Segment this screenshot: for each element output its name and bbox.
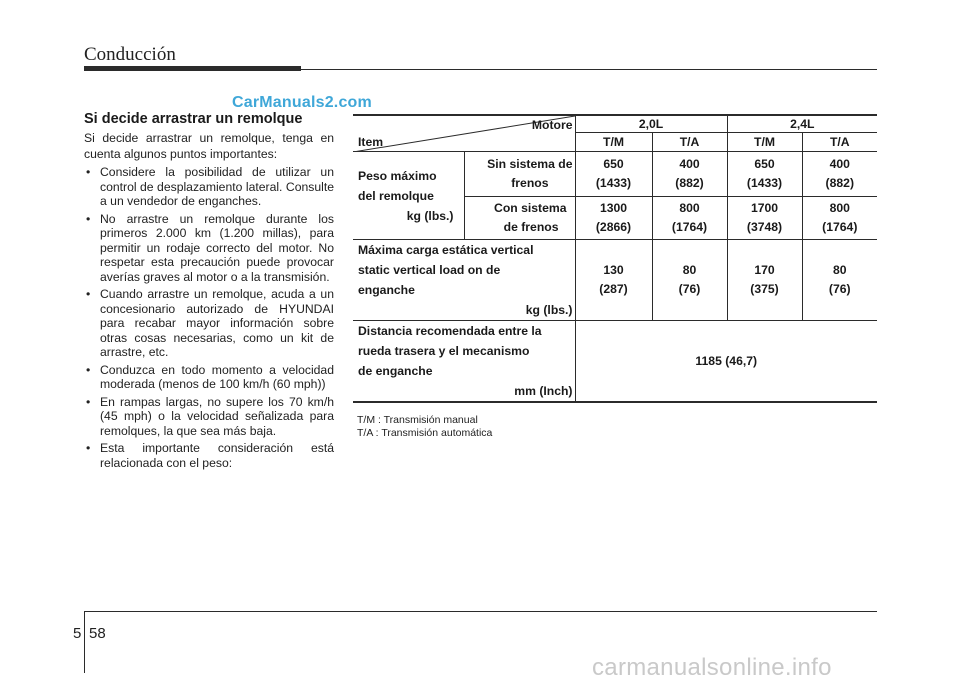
engine-header-2-0: 2,0L: [575, 115, 727, 133]
bullet-item: [84, 441, 334, 470]
value-cell: [727, 152, 802, 197]
value-cell: [727, 240, 802, 321]
header-rule: [301, 69, 877, 70]
con-frenos-line: Con sistema: [494, 201, 567, 215]
bullet-text: En rampas largas, no supere los 70 km/h (45 mph) o la velocidad señalizada para remolques, la que sea más baja.: [100, 394, 334, 438]
distancia-unit: mm (Inch): [514, 384, 573, 398]
value-lbs: (375): [750, 282, 779, 296]
value-lbs: (882): [675, 176, 704, 190]
value-lbs: (1764): [822, 220, 858, 234]
value-lbs: (1433): [595, 176, 632, 190]
towing-spec-table: [353, 114, 877, 403]
motore-label: Motore: [531, 118, 573, 132]
watermark-bottom: carmanualsonline.info: [592, 654, 832, 681]
con-frenos-label: [464, 197, 575, 240]
sin-frenos-label: [464, 152, 575, 197]
value-kg: 170: [754, 263, 775, 277]
value-kg: 1700: [750, 201, 779, 215]
value-kg: 1300: [599, 201, 628, 215]
bullet-text: Esta importante consideración está relacionada con el peso:: [100, 441, 334, 470]
footnotes: [357, 414, 492, 439]
bullet-item: [84, 363, 334, 392]
trans-header: T/M: [575, 133, 652, 152]
peso-label-line: Peso máximo: [358, 168, 437, 183]
value-kg: 800: [829, 201, 850, 215]
value-cell: [727, 197, 802, 240]
header-diagonal-cell: [353, 115, 575, 152]
footer-rule: [84, 611, 877, 612]
value-lbs: (1433): [746, 176, 783, 190]
value-cell: [802, 152, 877, 197]
value-kg: 800: [679, 201, 700, 215]
bullet-text: Considere la posibilidad de utilizar un control de desplazamiento lateral. Consulte a un vendedor de enganches.: [100, 165, 334, 208]
bullet-list: [84, 165, 334, 473]
footer-vertical-rule: [84, 611, 85, 673]
peso-unit: kg (lbs.): [406, 208, 454, 223]
bullet-dot-icon: •: [86, 211, 91, 226]
value-lbs: (3748): [746, 220, 783, 234]
trans-header: T/M: [727, 133, 802, 152]
bullet-item: [84, 165, 334, 209]
value-cell: [575, 152, 652, 197]
bullet-dot-icon: •: [86, 441, 91, 455]
value-lbs: (76): [678, 282, 701, 296]
value-cell: [652, 197, 727, 240]
distancia-label-cell: [353, 321, 575, 403]
value-cell: [802, 240, 877, 321]
trans-header: T/A: [652, 133, 727, 152]
sin-frenos-line: Sin sistema de: [487, 157, 573, 171]
bullet-dot-icon: •: [86, 287, 91, 301]
value-lbs: (882): [825, 176, 854, 190]
bullet-item: [84, 212, 334, 285]
value-kg: 130: [603, 263, 624, 277]
sin-frenos-line: frenos: [511, 176, 549, 190]
bullet-text: Cuando arrastre un remolque, acuda a un concesionario autorizado de HYUNDAI para recabar mayor información sobre otras cosas necesarias, como un kit de arrastre, etc.: [100, 287, 334, 359]
carga-label-line: enganche: [358, 283, 415, 297]
peso-label-cell: [353, 152, 464, 240]
value-lbs: (76): [828, 282, 851, 296]
value-lbs: (1764): [671, 220, 708, 234]
value-cell: [652, 152, 727, 197]
value-kg: 80: [832, 263, 847, 277]
bullet-text: Conduzca en todo momento a velocidad moderada (menos de 100 km/h (60 mph)): [100, 362, 334, 391]
watermark-top: CarManuals2.com: [232, 94, 372, 111]
con-frenos-line: de frenos: [503, 220, 559, 234]
value-cell: [575, 240, 652, 321]
carga-label-cell: [353, 240, 575, 321]
bullet-item: [84, 287, 334, 360]
intro-paragraph: Si decide arrastrar un remolque, tenga en cuenta algunos puntos importantes:: [84, 131, 334, 161]
value-lbs: (287): [599, 282, 628, 296]
footnote-tm: T/M : Transmisión manual: [357, 414, 478, 426]
distancia-label-line: rueda trasera y el mecanismo: [358, 344, 530, 358]
bullet-dot-icon: •: [86, 362, 91, 377]
header-bar: [84, 66, 301, 71]
value-cell: [652, 240, 727, 321]
footnote-ta: T/A : Transmisión automática: [357, 426, 493, 439]
bullet-dot-icon: •: [86, 165, 91, 179]
value-kg: 80: [682, 263, 697, 277]
value-lbs: (2866): [595, 220, 632, 234]
value-cell: [802, 197, 877, 240]
value-kg: 400: [829, 157, 850, 171]
chapter-title: Conducción: [84, 44, 176, 65]
engine-header-2-4: 2,4L: [727, 115, 877, 133]
page-number: 58: [89, 625, 106, 642]
distancia-label-line: Distancia recomendada entre la: [358, 324, 542, 338]
carga-label-line: static vertical load on de: [358, 263, 501, 277]
item-label: Item: [358, 135, 384, 149]
section-heading: Si decide arrastrar un remolque: [84, 111, 303, 127]
carga-label-line: Máxima carga estática vertical: [358, 243, 534, 257]
trans-header: T/A: [802, 133, 877, 152]
peso-label-line: del remolque: [358, 188, 434, 203]
distancia-label-line: de enganche: [358, 364, 433, 378]
chapter-number: 5: [73, 625, 82, 642]
value-kg: 650: [754, 157, 775, 171]
value-kg: 650: [603, 157, 624, 171]
value-kg: 400: [679, 157, 700, 171]
value-cell: [575, 197, 652, 240]
bullet-dot-icon: •: [86, 394, 91, 409]
distancia-value: 1185 (46,7): [575, 321, 877, 403]
bullet-text: No arrastre un remolque durante los primeros 2.000 km (1.200 millas), para permitir un rodaje correcto del motor. No respetar esta precaución puede provocar averías graves al motor o a la transmisión.: [100, 211, 334, 284]
carga-unit: kg (lbs.): [525, 303, 573, 317]
bullet-item: [84, 395, 334, 439]
